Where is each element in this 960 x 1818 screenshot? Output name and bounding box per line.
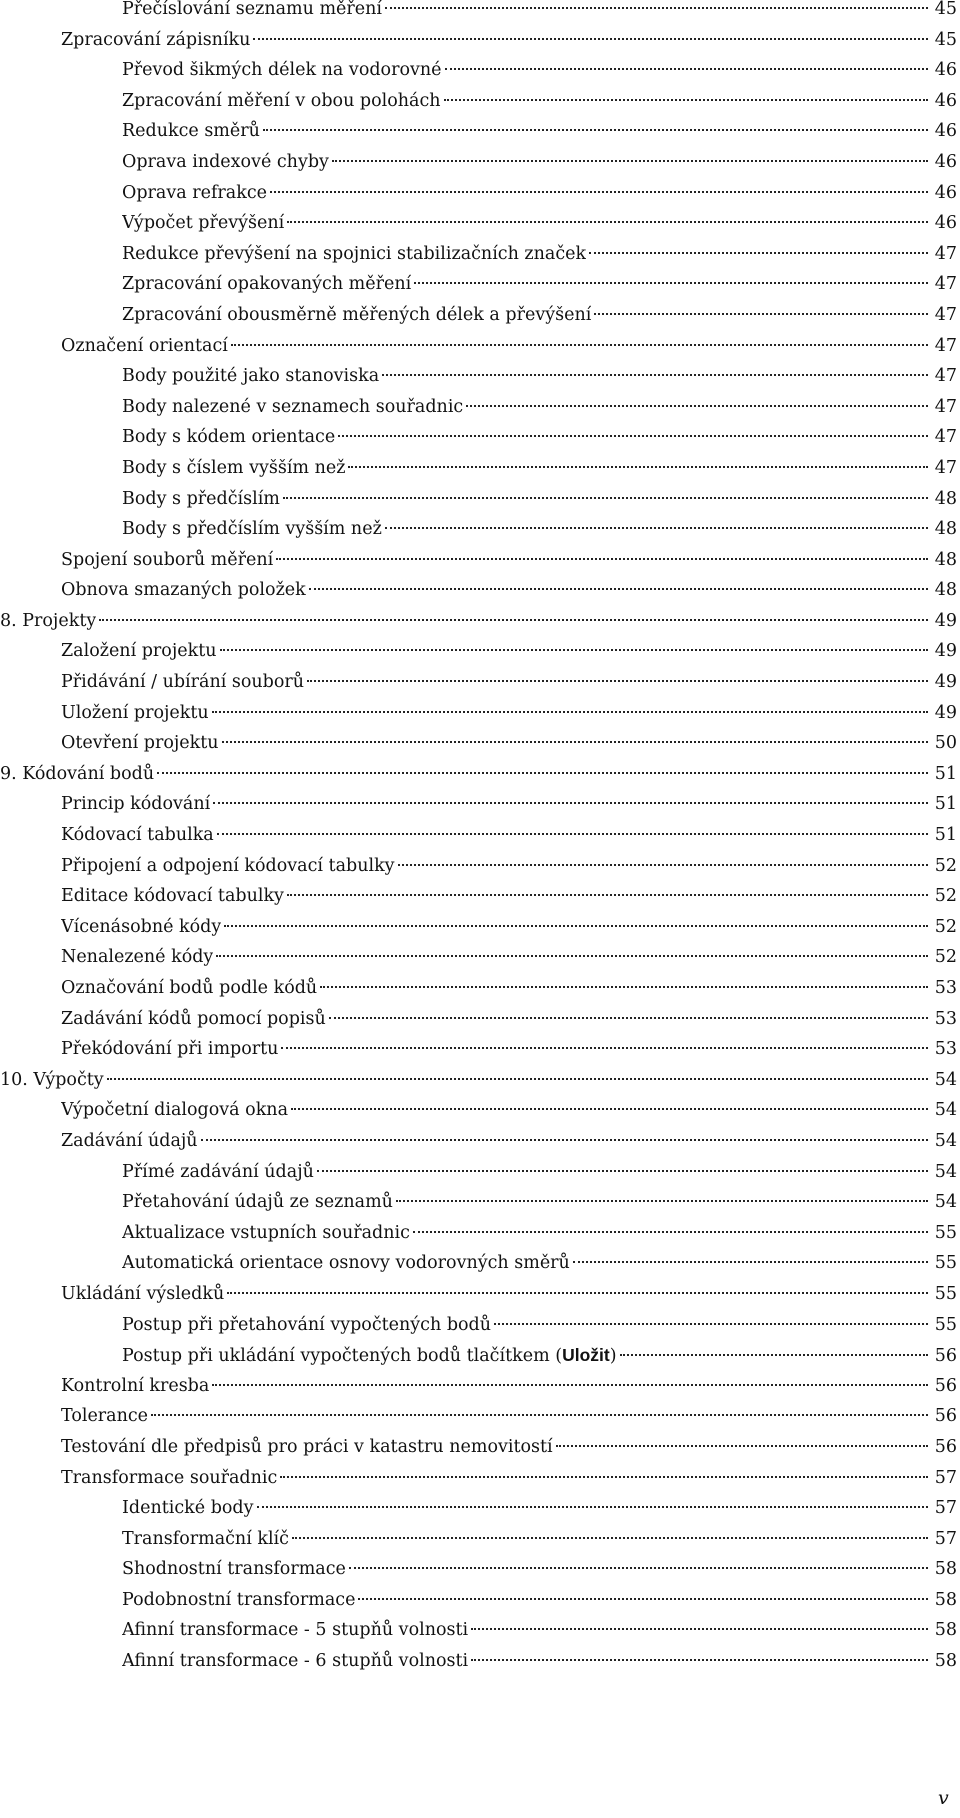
dot-leader — [227, 1292, 928, 1294]
toc-entry[interactable] — [0, 178, 960, 209]
toc-page-number: 49 — [934, 702, 957, 723]
toc-entry[interactable] — [0, 1126, 960, 1157]
toc-entry-title: Kontrolní kresba — [61, 1375, 210, 1396]
toc-entry-title: Založení projektu — [61, 641, 217, 662]
toc-entry-title: Vícenásobné kódy — [61, 916, 222, 937]
toc-page-number: 45 — [934, 29, 957, 50]
toc-entry[interactable] — [0, 1401, 960, 1432]
toc-entry-title: Testování dle předpisů pro práci v katastru nemovitostí — [61, 1436, 553, 1457]
toc-entry-title: Afinní transformace - 6 stupňů volnosti — [122, 1651, 469, 1672]
dot-leader — [466, 405, 928, 407]
toc-entry-title: Afinní transformace - 5 stupňů volnosti — [122, 1620, 469, 1641]
toc-entry-title: Transformační klíč — [122, 1528, 289, 1549]
toc-entry[interactable] — [0, 392, 960, 423]
toc-page-number: 53 — [934, 978, 957, 998]
dot-leader — [157, 772, 928, 774]
toc-entry-title: Zpracování opakovaných měření — [122, 274, 412, 295]
toc-page-number: 48 — [934, 549, 957, 570]
toc-entry[interactable] — [0, 1371, 960, 1402]
toc-page-number: 58 — [934, 1620, 957, 1641]
toc-entry[interactable] — [0, 820, 960, 851]
toc-entry[interactable] — [0, 116, 960, 147]
toc-entry-title: Připojení a odpojení kódovací tabulky — [61, 855, 395, 876]
toc-page-number: 46 — [934, 182, 957, 203]
dot-leader — [349, 1567, 928, 1569]
toc-entry-title: Přímé zadávání údajů — [122, 1161, 314, 1182]
toc-page-number: 57 — [934, 1498, 957, 1519]
toc-entry-title: Body nalezené v seznamech souřadnic — [122, 396, 464, 417]
dot-leader — [287, 894, 928, 896]
toc-page-number: 52 — [934, 947, 957, 968]
dot-leader — [276, 558, 928, 560]
toc-page-number: 56 — [934, 1436, 957, 1457]
dot-leader — [414, 282, 928, 284]
dot-leader — [212, 711, 928, 713]
toc-entry[interactable] — [0, 1157, 960, 1188]
toc-page-number: 57 — [934, 1528, 957, 1549]
toc-page-number: 46 — [934, 121, 957, 142]
dot-leader — [445, 68, 928, 70]
toc-entry-title: Zpracování měření v obou polohách — [122, 90, 441, 111]
toc-entry-title: Překódování při importu — [61, 1039, 279, 1060]
toc-page-number: 45 — [934, 0, 957, 19]
toc-entry-title: Převod šikmých délek na vodorovné — [122, 60, 442, 81]
toc-entry[interactable] — [0, 1646, 960, 1677]
toc-page-number: 54 — [934, 1100, 957, 1121]
toc-entry-title: Oprava refrakce — [122, 182, 267, 203]
toc-entry-title: Spojení souborů měření — [61, 549, 274, 570]
toc-entry[interactable] — [0, 1218, 960, 1249]
toc-entry-title: Zadávání kódů pomocí popisů — [61, 1008, 326, 1029]
toc-page-number: 49 — [934, 672, 957, 693]
toc-entry-title: Přetahování údajů ze seznamů — [122, 1192, 393, 1213]
toc-entry-title: Výpočet převýšení — [122, 213, 285, 234]
toc-entry[interactable] — [0, 208, 960, 239]
toc-entry[interactable] — [0, 269, 960, 300]
dot-leader — [385, 7, 928, 9]
toc-entry-title: Body s předčíslím — [122, 488, 280, 509]
toc-page-number: 56 — [934, 1346, 957, 1367]
toc-page-number: 47 — [934, 396, 957, 417]
toc-entry-title: 10. Výpočty — [0, 1069, 104, 1090]
toc-entry-title: Obnova smazaných položek — [61, 580, 306, 601]
toc-page-number: 52 — [934, 855, 957, 876]
dot-leader — [494, 1323, 928, 1325]
toc-entry[interactable] — [0, 1615, 960, 1646]
toc-page-number: 51 — [934, 763, 957, 784]
toc-page-number: 47 — [934, 427, 957, 448]
toc-page-number: 47 — [934, 243, 957, 264]
toc-entry-title: Tolerance — [61, 1406, 149, 1427]
toc-entry[interactable] — [0, 25, 960, 56]
toc-entry-title: Postup při ukládání vypočtených bodů tlačítkem (Uložit) — [122, 1345, 617, 1367]
dot-leader — [212, 1384, 928, 1386]
toc-entry[interactable] — [0, 667, 960, 698]
toc-entry-title: Identické body — [122, 1498, 254, 1519]
dot-leader — [471, 1659, 928, 1661]
dot-leader — [348, 466, 928, 468]
dot-leader — [309, 588, 928, 590]
dot-leader — [332, 160, 928, 162]
toc-entry[interactable] — [0, 514, 960, 545]
toc-page-number: 55 — [934, 1222, 957, 1243]
toc-entry[interactable] — [0, 851, 960, 882]
toc-entry[interactable] — [0, 239, 960, 270]
dot-leader — [291, 1108, 928, 1110]
toc-page-number: 55 — [934, 1283, 957, 1304]
toc-page-number: 47 — [934, 274, 957, 295]
dot-leader — [287, 221, 928, 223]
toc-page-number: 46 — [934, 60, 957, 81]
toc-entry[interactable] — [0, 698, 960, 729]
dot-leader — [213, 802, 928, 804]
toc-entry[interactable] — [0, 1524, 960, 1555]
dot-leader — [413, 1231, 928, 1233]
toc-page-number: 47 — [934, 366, 957, 387]
toc-entry[interactable] — [0, 453, 960, 484]
toc-page-number: 55 — [934, 1253, 957, 1274]
dot-leader — [358, 1598, 928, 1600]
toc-entry-title-bold: Uložit — [562, 1345, 610, 1366]
toc-entry-title: Označování bodů podle kódů — [61, 978, 318, 998]
toc-entry[interactable] — [0, 422, 960, 453]
toc-entry[interactable] — [0, 55, 960, 86]
toc-entry[interactable] — [0, 1034, 960, 1065]
dot-leader — [280, 1476, 928, 1478]
toc-entry-title: Body s kódem orientace — [122, 427, 336, 448]
dot-leader — [338, 435, 928, 437]
toc-page-number: 48 — [934, 519, 957, 540]
toc-entry-title: Uložení projektu — [61, 702, 209, 723]
dot-leader — [444, 99, 928, 101]
toc-page-number: 58 — [934, 1651, 957, 1672]
toc-page-number: 57 — [934, 1467, 957, 1488]
toc-page-number: 54 — [934, 1130, 957, 1151]
toc-entry[interactable] — [0, 912, 960, 943]
dot-leader — [224, 925, 928, 927]
dot-leader — [589, 252, 928, 254]
toc-entry[interactable] — [0, 1187, 960, 1218]
toc-entry[interactable] — [0, 147, 960, 178]
dot-leader — [398, 864, 928, 866]
toc-page-number: 53 — [934, 1039, 957, 1060]
toc-entry-title: 8. Projekty — [0, 610, 97, 631]
toc-entry-title: Redukce převýšení na spojnici stabilizačních značek — [122, 243, 587, 264]
dot-leader — [99, 619, 928, 621]
toc-entry[interactable] — [0, 942, 960, 973]
toc-entry-title: Přidávání / ubírání souborů — [61, 672, 305, 693]
toc-entry-title: Kódovací tabulka — [61, 825, 214, 846]
toc-entry-title: Body s číslem vyšším než — [122, 457, 346, 478]
toc-page-number: 53 — [934, 1008, 957, 1029]
toc-entry[interactable] — [0, 1065, 960, 1096]
toc-entry[interactable] — [0, 1554, 960, 1585]
toc-entry-title: Editace kódovací tabulky — [61, 886, 284, 907]
dot-leader — [471, 1628, 928, 1630]
toc-page-number: 47 — [934, 304, 957, 325]
toc-page-number: 52 — [934, 886, 957, 907]
toc-page-number: 54 — [934, 1192, 957, 1213]
toc-entry[interactable] — [0, 881, 960, 912]
toc-entry-title: Postup při přetahování vypočtených bodů — [122, 1314, 492, 1335]
toc-page-number: 55 — [934, 1314, 957, 1335]
toc-entry-title: Aktualizace vstupních souřadnic — [122, 1222, 410, 1243]
toc-entry-title: Ukládání výsledků — [61, 1283, 225, 1304]
toc-entry[interactable] — [0, 1279, 960, 1310]
toc-page-number: 46 — [934, 90, 957, 111]
toc-entry[interactable] — [0, 300, 960, 331]
toc-page-number: 56 — [934, 1406, 957, 1427]
toc-page-number: 56 — [934, 1375, 957, 1396]
dot-leader — [107, 1078, 928, 1080]
dot-leader — [263, 129, 928, 131]
dot-leader — [556, 1445, 928, 1447]
dot-leader — [231, 344, 928, 346]
dot-leader — [253, 38, 928, 40]
toc-entry-title: Oprava indexové chyby — [122, 151, 329, 172]
toc-entry[interactable] — [0, 86, 960, 117]
toc-entry-title: Automatická orientace osnovy vodorovných směrů — [122, 1253, 570, 1274]
toc-entry-title: Výpočetní dialogová okna — [61, 1100, 289, 1121]
dot-leader — [307, 680, 928, 682]
dot-leader — [217, 833, 928, 835]
toc-page-number: 48 — [934, 488, 957, 509]
toc-entry-title: Zpracování obousměrně měřených délek a převýšení — [122, 304, 592, 325]
toc-entry[interactable] — [0, 1095, 960, 1126]
dot-leader — [594, 313, 928, 315]
dot-leader — [329, 1017, 928, 1019]
toc-entry-title: Body s předčíslím vyšším než — [122, 519, 382, 540]
toc-entry-title: 9. Kódování bodů — [0, 763, 155, 784]
toc-entry[interactable] — [0, 545, 960, 576]
toc-entry-title: Princip kódování — [61, 794, 211, 815]
toc-page-number: 46 — [934, 151, 957, 172]
toc-page-number: 46 — [934, 213, 957, 234]
toc-entry[interactable] — [0, 1432, 960, 1463]
dot-leader — [257, 1506, 928, 1508]
toc-page-number: 52 — [934, 916, 957, 937]
toc-entry-title: Body použité jako stanoviska — [122, 366, 380, 387]
toc-entry[interactable] — [0, 728, 960, 759]
dot-leader — [620, 1354, 928, 1356]
toc-entry[interactable] — [0, 331, 960, 362]
toc-entry[interactable] — [0, 1248, 960, 1279]
toc-entry-title: Shodnostní transformace — [122, 1559, 346, 1580]
toc-entry-title: Otevření projektu — [61, 733, 219, 754]
dot-leader — [216, 955, 928, 957]
toc-page-number: 48 — [934, 580, 957, 601]
dot-leader — [220, 649, 928, 651]
page-folio: v — [938, 1787, 949, 1809]
toc-entry[interactable] — [0, 1493, 960, 1524]
toc-page-number: 50 — [934, 733, 957, 754]
dot-leader — [281, 1047, 928, 1049]
toc-entry-title: Podobnostní transformace — [122, 1589, 356, 1610]
toc-entry[interactable] — [0, 789, 960, 820]
dot-leader — [151, 1414, 928, 1416]
toc-page-number: 54 — [934, 1069, 957, 1090]
dot-leader — [396, 1200, 928, 1202]
toc-entry[interactable] — [0, 0, 960, 25]
toc-page-number: 58 — [934, 1589, 957, 1610]
toc-entry[interactable] — [0, 973, 960, 1004]
toc-entry[interactable] — [0, 575, 960, 606]
dot-leader — [201, 1139, 928, 1141]
toc-page-number: 49 — [934, 610, 957, 631]
toc-page-number: 51 — [934, 825, 957, 846]
dot-leader — [382, 374, 928, 376]
toc-entry[interactable] — [0, 606, 960, 637]
toc-entry[interactable] — [0, 1463, 960, 1494]
toc-entry[interactable] — [0, 636, 960, 667]
dot-leader — [320, 986, 928, 988]
toc-entry[interactable] — [0, 1004, 960, 1035]
dot-leader — [292, 1537, 928, 1539]
dot-leader — [222, 741, 928, 743]
toc-entry-title: Transformace souřadnic — [61, 1467, 278, 1488]
toc-entry-title: Nenalezené kódy — [61, 947, 214, 968]
toc-entry[interactable] — [0, 1340, 960, 1371]
toc-page-number: 47 — [934, 457, 957, 478]
dot-leader — [385, 527, 928, 529]
toc-entry-title: Zpracování zápisníku — [61, 29, 251, 50]
toc-page-number: 58 — [934, 1559, 957, 1580]
dot-leader — [283, 497, 928, 499]
toc-page-number: 49 — [934, 641, 957, 662]
toc-entry[interactable] — [0, 484, 960, 515]
dot-leader — [317, 1170, 928, 1172]
toc-entry[interactable] — [0, 1585, 960, 1616]
dot-leader — [573, 1261, 928, 1263]
toc-entry[interactable] — [0, 759, 960, 790]
toc-page-number: 54 — [934, 1161, 957, 1182]
toc-entry-title: Redukce směrů — [122, 121, 260, 142]
toc-entry-title: Označení orientací — [61, 335, 228, 356]
toc-entry[interactable] — [0, 1310, 960, 1341]
toc-entry-title: Zadávání údajů — [61, 1130, 198, 1151]
toc-entry-title: Přečíslování seznamu měření — [122, 0, 382, 19]
dot-leader — [270, 191, 928, 193]
toc-page-number: 51 — [934, 794, 957, 815]
toc-entry[interactable] — [0, 361, 960, 392]
toc-page-number: 47 — [934, 335, 957, 356]
